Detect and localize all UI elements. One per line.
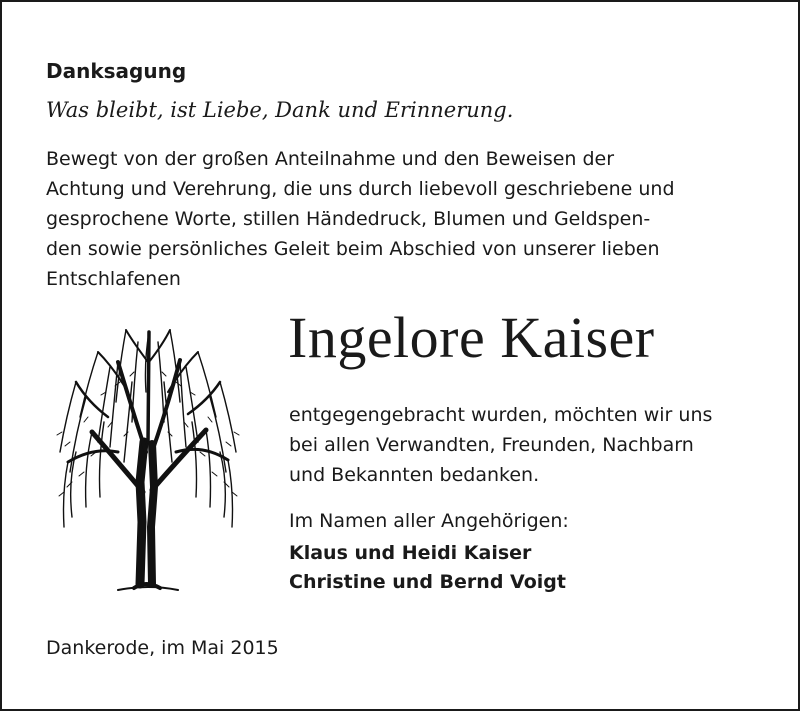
notice-heading: Danksagung xyxy=(46,59,187,83)
intro-line: Bewegt von der großen Anteilnahme und den Beweisen der xyxy=(46,148,615,170)
deceased-name: Ingelore Kaiser xyxy=(288,305,655,370)
intro-line: Entschlafenen xyxy=(46,268,181,290)
thanks-paragraph xyxy=(289,400,712,490)
thanks-line: bei allen Verwandten, Freunden, Nachbarn xyxy=(289,434,694,456)
signer-name: Christine und Bernd Voigt xyxy=(289,571,566,593)
intro-paragraph xyxy=(46,144,766,294)
thanks-line: und Bekannten bedanken. xyxy=(289,464,540,486)
intro-line: den sowie persönliches Geleit beim Abschied von unserer lieben xyxy=(46,238,660,260)
place-date: Dankerode, im Mai 2015 xyxy=(46,637,279,659)
signer-name: Klaus und Heidi Kaiser xyxy=(289,542,532,564)
intro-line: Achtung und Verehrung, die uns durch liebevoll geschriebene und xyxy=(46,178,675,200)
notice-motto: Was bleibt, ist Liebe, Dank und Erinnerung. xyxy=(46,98,514,122)
intro-line: gesprochene Worte, stillen Händedruck, Blumen und Geldspen- xyxy=(46,208,651,230)
signoff-line: Im Namen aller Angehörigen: xyxy=(289,510,569,532)
weeping-willow-tree-icon xyxy=(48,322,248,598)
thanks-line: entgegengebracht wurden, möchten wir uns xyxy=(289,404,713,426)
